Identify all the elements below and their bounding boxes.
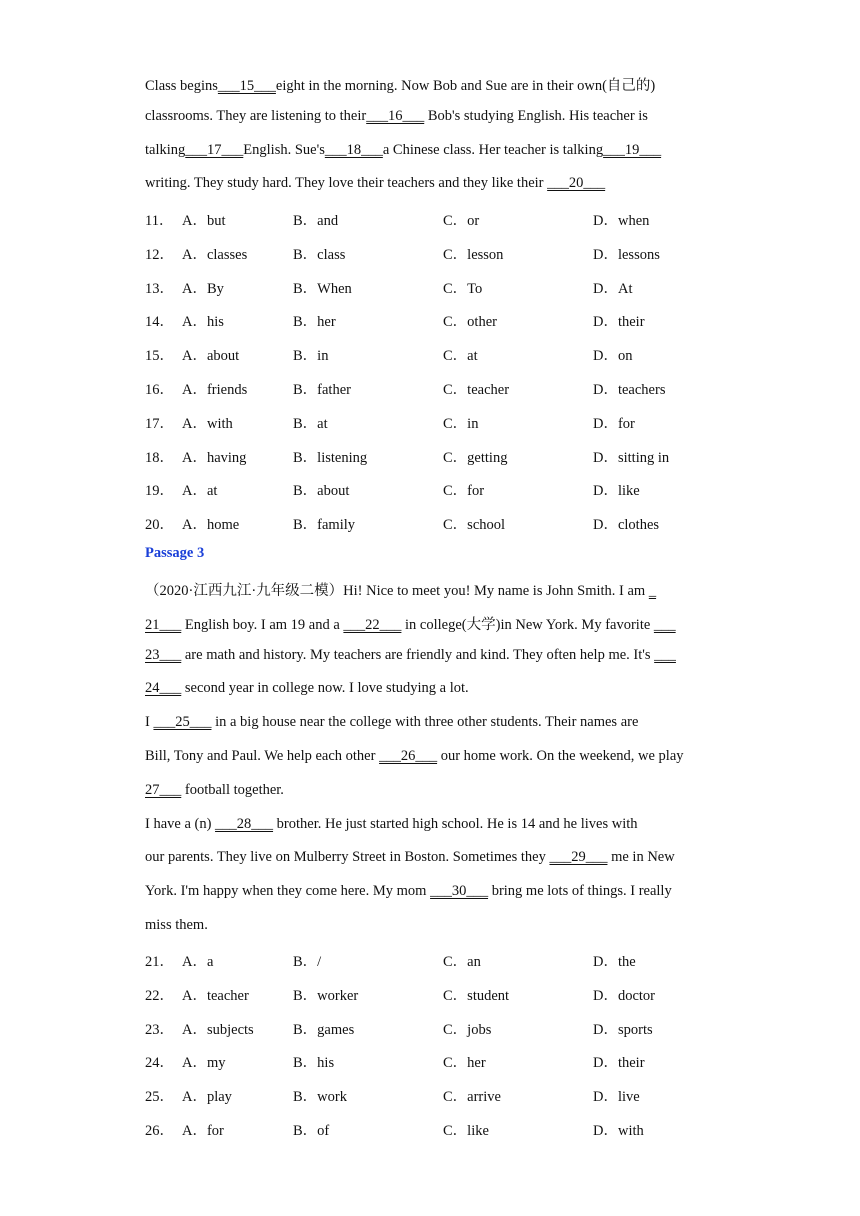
option-a: A．By xyxy=(182,280,224,297)
option-b: B．father xyxy=(293,382,351,398)
text-segment: （2020·江西九江·九年级二模）Hi! Nice to meet you! My name is John Smith. I am xyxy=(145,583,649,599)
option-a: A．with xyxy=(182,415,233,432)
option-c: C．getting xyxy=(443,449,508,466)
answer-blank: ___20___ xyxy=(547,175,606,192)
question-number: 19． xyxy=(145,483,174,500)
question-number: 18． xyxy=(145,449,174,466)
text-line xyxy=(145,142,661,159)
answer-blank: ___18___ xyxy=(324,141,383,158)
answer-blank: ___30___ xyxy=(430,883,489,900)
passage-3-heading: Passage 3 xyxy=(145,545,205,561)
question-number: 14． xyxy=(145,314,174,331)
text-segment: writing. They study hard. They love their teachers and they like their xyxy=(145,175,548,192)
option-a: A．my xyxy=(182,1055,226,1072)
text-segment: in a big house near the college with three other students. Their names are xyxy=(211,714,639,731)
option-d: D．their xyxy=(593,1055,645,1072)
answer-blank: ___17___ xyxy=(185,141,244,158)
option-b: B．When xyxy=(293,280,352,297)
answer-blank: ___19___ xyxy=(603,141,662,158)
question-number: 12． xyxy=(145,246,174,263)
question-row xyxy=(145,1051,745,1071)
option-a: A．at xyxy=(182,483,218,500)
option-a: A．home xyxy=(182,517,240,534)
answer-blank: ___15___ xyxy=(217,78,276,94)
text-segment: I xyxy=(145,714,154,731)
option-d: D．the xyxy=(593,954,636,970)
option-b: B．class xyxy=(293,246,346,263)
text-segment: our home work. On the weekend, we play xyxy=(437,748,684,764)
option-a: A．classes xyxy=(182,246,248,263)
option-a: A．friends xyxy=(182,382,248,398)
answer-blank: ___28___ xyxy=(215,815,274,832)
option-c: C．other xyxy=(443,314,497,331)
option-b: B．listening xyxy=(293,449,368,466)
question-row xyxy=(145,1119,745,1139)
text-segment: miss them. xyxy=(145,917,208,933)
option-b: B．his xyxy=(293,1055,335,1072)
option-d: D．doctor xyxy=(593,987,656,1004)
text-line xyxy=(145,613,676,634)
question-number: 24． xyxy=(145,1055,174,1072)
text-line xyxy=(145,714,638,731)
option-b: B．work xyxy=(293,1089,347,1106)
question-row xyxy=(145,344,745,364)
option-b: B．at xyxy=(293,415,328,432)
question-row xyxy=(145,950,745,970)
text-segment: classrooms. They are listening to their xyxy=(145,107,367,124)
question-row xyxy=(145,984,745,1004)
text-line xyxy=(145,647,676,664)
question-row xyxy=(145,243,745,263)
question-number: 26． xyxy=(145,1123,174,1139)
option-d: D．when xyxy=(593,213,650,229)
answer-blank: 21___ xyxy=(145,616,182,633)
question-row xyxy=(145,1085,745,1105)
option-a: A．about xyxy=(182,348,240,365)
option-c: C．at xyxy=(443,348,478,365)
option-a: A．subjects xyxy=(182,1021,254,1038)
question-row xyxy=(145,412,745,432)
text-segment: me in New xyxy=(607,849,675,866)
question-row xyxy=(145,310,745,330)
option-b: B．about xyxy=(293,483,350,500)
option-c: C．arrive xyxy=(443,1089,501,1106)
text-segment: English boy. I am 19 and a xyxy=(181,616,344,633)
answer-blank: ___26___ xyxy=(379,748,438,764)
option-c: C．her xyxy=(443,1055,486,1072)
option-a: A．for xyxy=(182,1123,224,1139)
text-line xyxy=(145,175,605,192)
option-a: A．but xyxy=(182,213,226,229)
answer-blank: ___22___ xyxy=(343,616,402,633)
question-number: 15． xyxy=(145,348,174,365)
text-line xyxy=(145,782,284,799)
option-b: B．of xyxy=(293,1123,330,1139)
question-number: 11． xyxy=(145,213,174,229)
text-segment: are math and history. My teachers are friendly and kind. They often help me. It's xyxy=(181,646,655,663)
option-a: A．play xyxy=(182,1089,232,1106)
option-c: C．student xyxy=(443,987,510,1004)
option-d: D．live xyxy=(593,1089,640,1106)
option-c: C．jobs xyxy=(443,1021,492,1038)
option-b: B．and xyxy=(293,213,339,229)
option-c: C．like xyxy=(443,1123,489,1139)
text-segment: York. I'm happy when they come here. My mom xyxy=(145,883,431,900)
option-d: D．for xyxy=(593,415,635,432)
option-a: A．his xyxy=(182,314,224,331)
question-row xyxy=(145,378,745,398)
option-c: C．school xyxy=(443,517,506,534)
option-b: B．her xyxy=(293,314,336,331)
question-row xyxy=(145,479,745,499)
text-segment: in college(大学)in New York. My favorite xyxy=(401,616,654,633)
option-d: D．their xyxy=(593,314,645,331)
text-segment: bring me lots of things. I really xyxy=(488,883,672,900)
question-number: 25． xyxy=(145,1089,174,1106)
text-segment: eight in the morning. Now Bob and Sue are in their own(自己的) xyxy=(275,78,656,94)
option-a: A．teacher xyxy=(182,987,249,1004)
option-d: D．clothes xyxy=(593,517,660,534)
option-c: C．in xyxy=(443,415,479,432)
answer-blank: 23___ xyxy=(145,646,182,663)
option-c: C．an xyxy=(443,954,481,970)
option-c: C．lesson xyxy=(443,246,504,263)
text-line xyxy=(145,579,656,600)
text-segment: a Chinese class. Her teacher is talking xyxy=(382,141,604,158)
option-d: D．with xyxy=(593,1123,644,1139)
text-segment: our parents. They live on Mulberry Street in Boston. Sometimes they xyxy=(145,849,550,866)
text-line xyxy=(145,917,208,934)
option-d: D．sports xyxy=(593,1021,653,1038)
answer-blank: ___ xyxy=(653,616,676,633)
text-line xyxy=(145,883,672,900)
option-b: B．/ xyxy=(293,954,322,970)
answer-blank: ___25___ xyxy=(153,714,212,731)
text-line xyxy=(145,680,469,697)
option-d: D．on xyxy=(593,348,633,365)
question-number: 16． xyxy=(145,382,174,398)
option-d: D．sitting in xyxy=(593,449,670,466)
text-segment: Class begins xyxy=(145,78,218,94)
option-b: B．games xyxy=(293,1021,355,1038)
answer-blank: ___29___ xyxy=(549,849,608,866)
question-number: 21． xyxy=(145,954,174,970)
option-c: C．To xyxy=(443,280,483,297)
text-segment: brother. He just started high school. He is 14 and he lives with xyxy=(273,815,638,832)
option-c: C．for xyxy=(443,483,485,500)
option-a: A．having xyxy=(182,449,247,466)
text-segment: English. Sue's xyxy=(243,141,325,158)
question-row xyxy=(145,277,745,297)
question-number: 23． xyxy=(145,1021,174,1038)
text-line xyxy=(145,748,684,765)
text-segment: I have a (n) xyxy=(145,815,216,832)
option-d: D．lessons xyxy=(593,246,660,263)
option-b: B．in xyxy=(293,348,329,365)
text-line xyxy=(145,816,638,833)
option-d: D．like xyxy=(593,483,640,500)
option-b: B．worker xyxy=(293,987,359,1004)
question-number: 20． xyxy=(145,517,174,534)
answer-blank: 27___ xyxy=(145,781,182,798)
text-segment: second year in college now. I love studying a lot. xyxy=(181,680,469,697)
text-segment: Bob's studying English. His teacher is xyxy=(424,107,648,124)
question-row xyxy=(145,1018,745,1038)
option-a: A．a xyxy=(182,954,214,970)
text-segment: talking xyxy=(145,141,186,158)
text-line xyxy=(145,74,655,95)
option-d: D．teachers xyxy=(593,382,666,398)
text-segment: football together. xyxy=(181,781,284,798)
question-row xyxy=(145,446,745,466)
question-row xyxy=(145,513,745,533)
answer-blank: _ xyxy=(648,583,657,599)
answer-blank: ___16___ xyxy=(366,107,425,124)
option-b: B．family xyxy=(293,517,356,534)
question-number: 17． xyxy=(145,415,174,432)
text-line xyxy=(145,108,648,125)
text-segment: Bill, Tony and Paul. We help each other xyxy=(145,748,380,764)
option-c: C．teacher xyxy=(443,382,510,398)
question-number: 13． xyxy=(145,280,174,297)
question-number: 22． xyxy=(145,987,174,1004)
answer-blank: 24___ xyxy=(145,680,182,697)
question-row xyxy=(145,209,745,229)
option-c: C．or xyxy=(443,213,480,229)
text-line xyxy=(145,849,675,866)
answer-blank: ___ xyxy=(654,646,676,663)
option-d: D．At xyxy=(593,280,633,297)
